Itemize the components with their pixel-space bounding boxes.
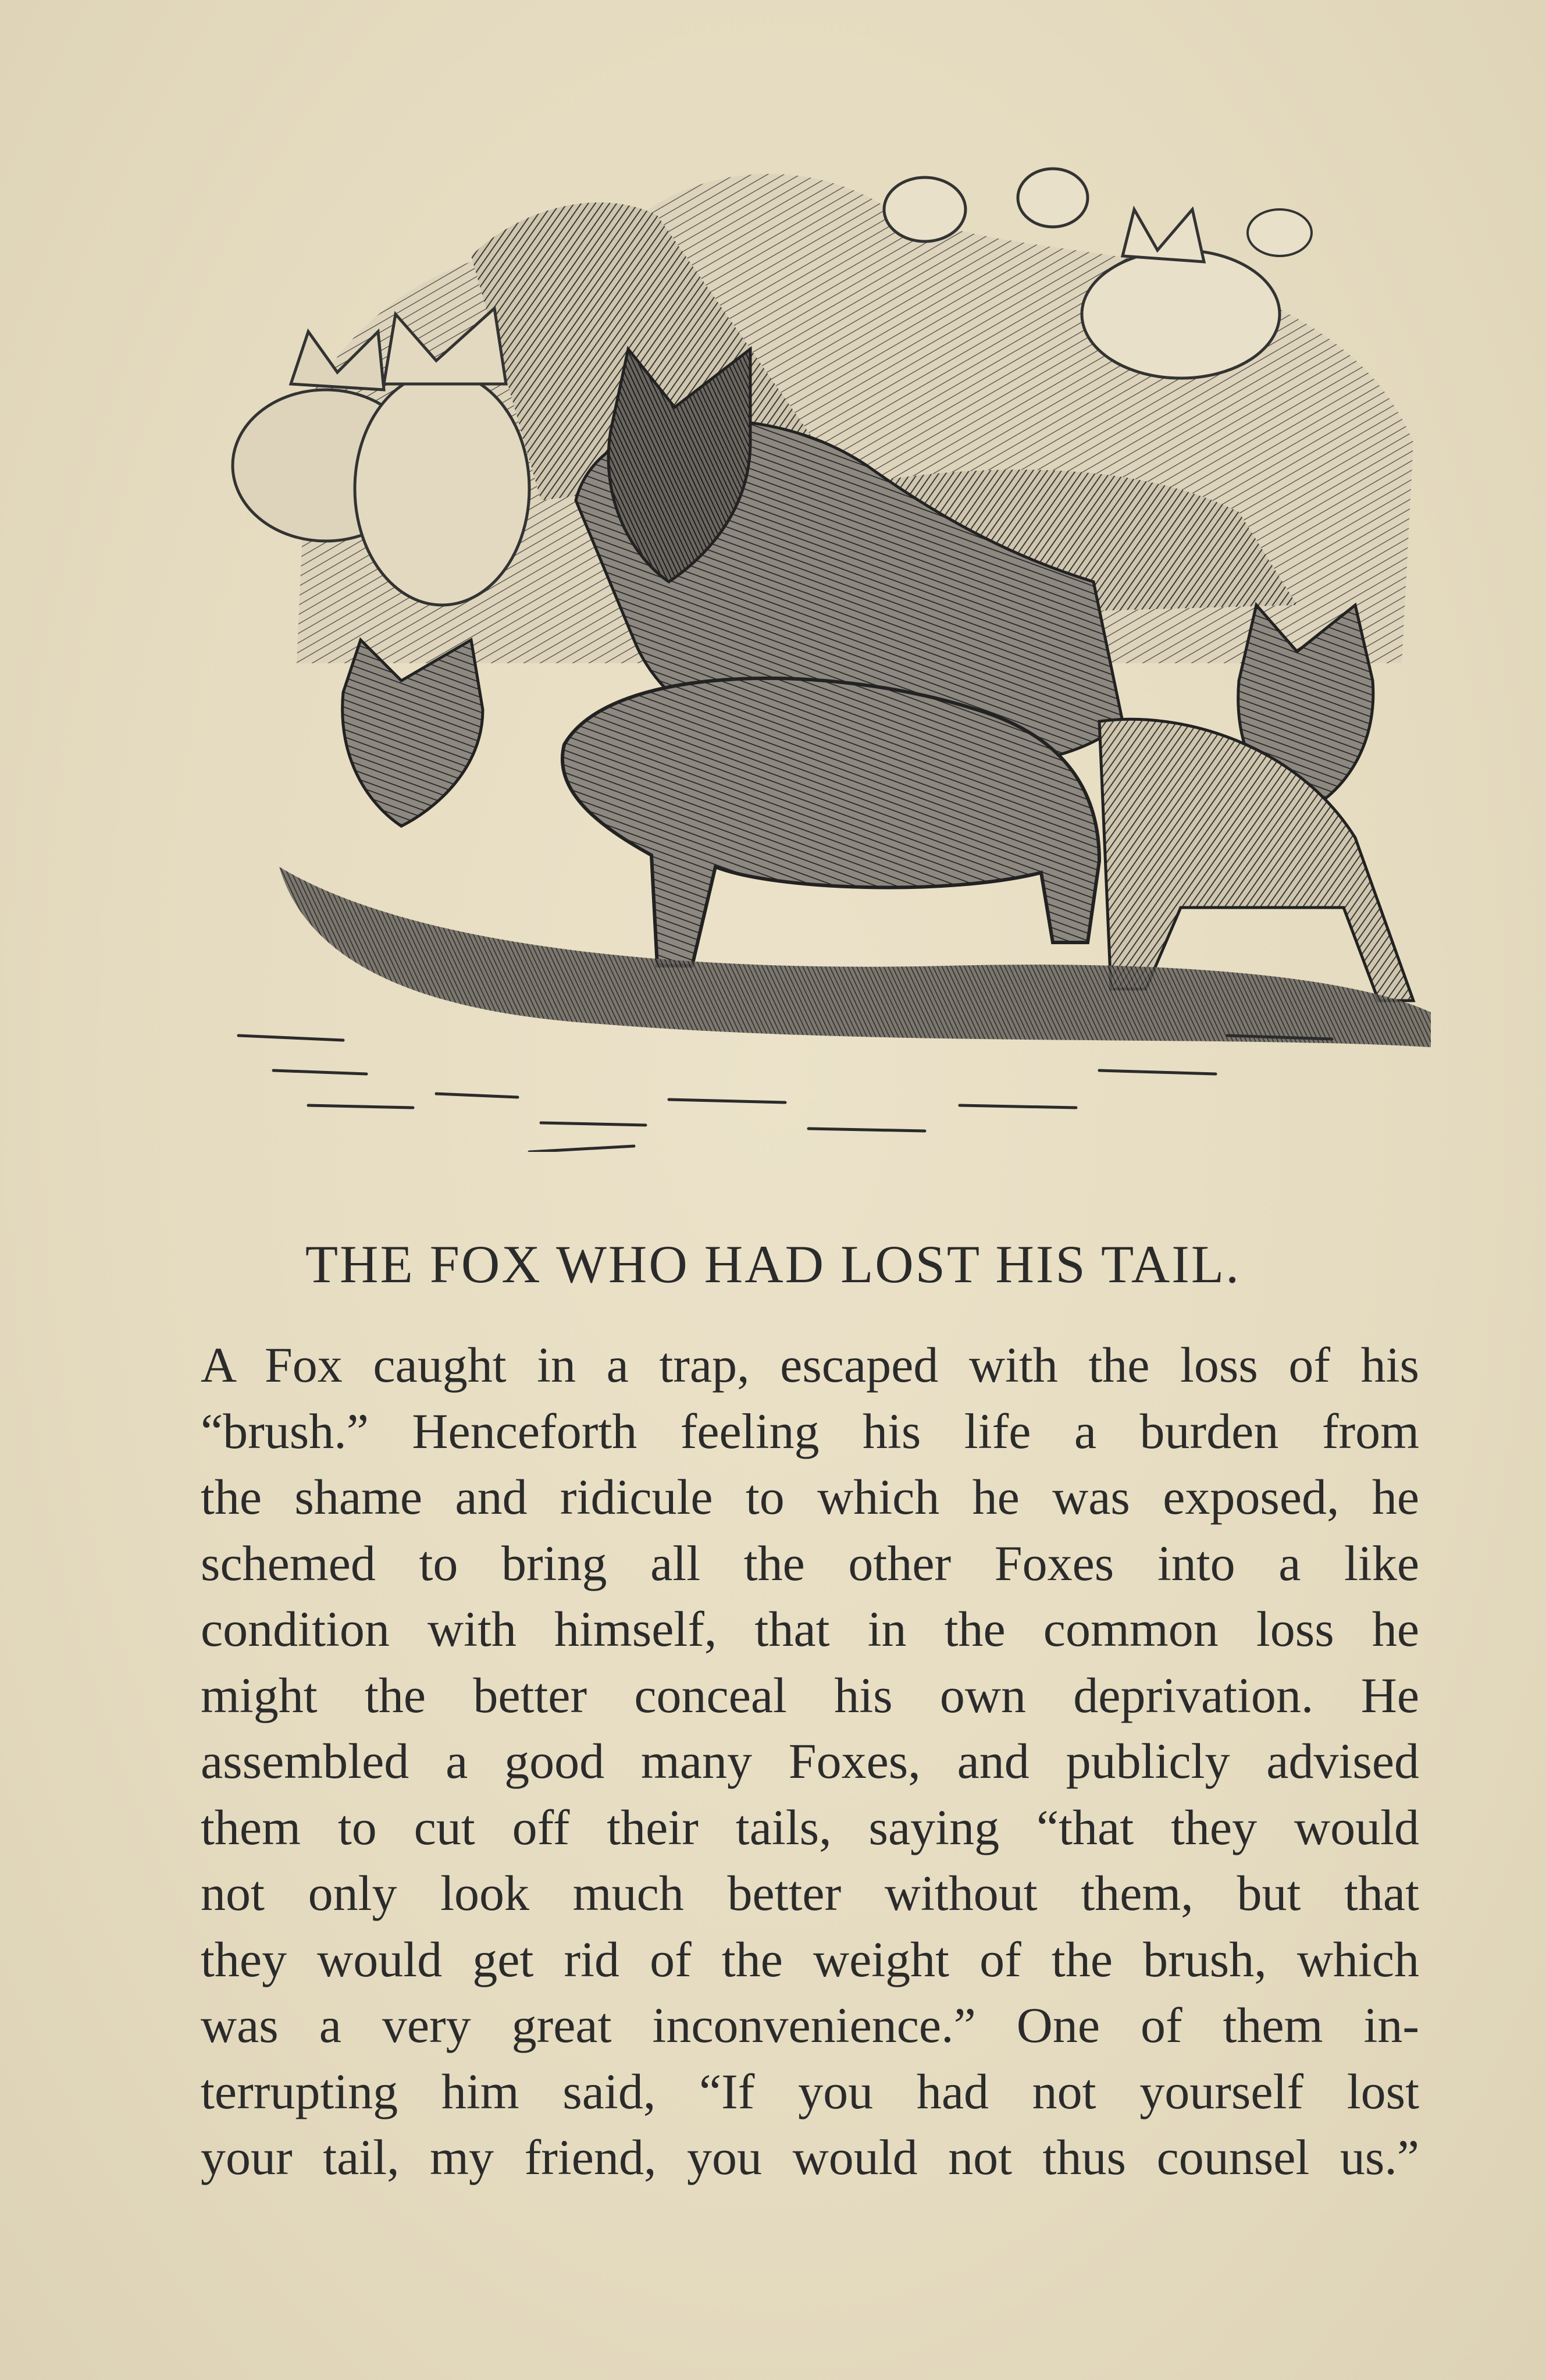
text-line: terrupting him said, “If you had not yourself lost [201,2063,1419,2119]
fox-illustration [192,140,1431,1152]
text-line: was a very great inconvenience.” One of them in- [201,1997,1419,2053]
text-line: might the better conceal his own deprivation. He [201,1667,1419,1723]
text-line: “brush.” Henceforth feeling his life a burden from [201,1403,1419,1459]
text-line: them to cut off their tails, saying “that they would [201,1799,1419,1855]
text-line: your tail, my friend, you would not thus counsel us.” [201,2129,1419,2185]
text-line: A Fox caught in a trap, escaped with the loss of his [201,1337,1419,1393]
text-line: assembled a good many Foxes, and publicly advised [201,1733,1419,1789]
page-title: THE FOX WHO HAD LOST HIS TAIL. [305,1235,1241,1294]
text-line: the shame and ridicule to which he was exposed, he [201,1469,1419,1525]
text-line: condition with himself, that in the common loss he [201,1601,1419,1657]
text-line: they would get rid of the weight of the brush, which [201,1931,1419,1987]
fable-text [201,1332,1419,2191]
fox-engraving [192,140,1431,1152]
text-line: not only look much better without them, but that [201,1865,1419,1921]
text-line: schemed to bring all the other Foxes into a like [201,1535,1419,1591]
